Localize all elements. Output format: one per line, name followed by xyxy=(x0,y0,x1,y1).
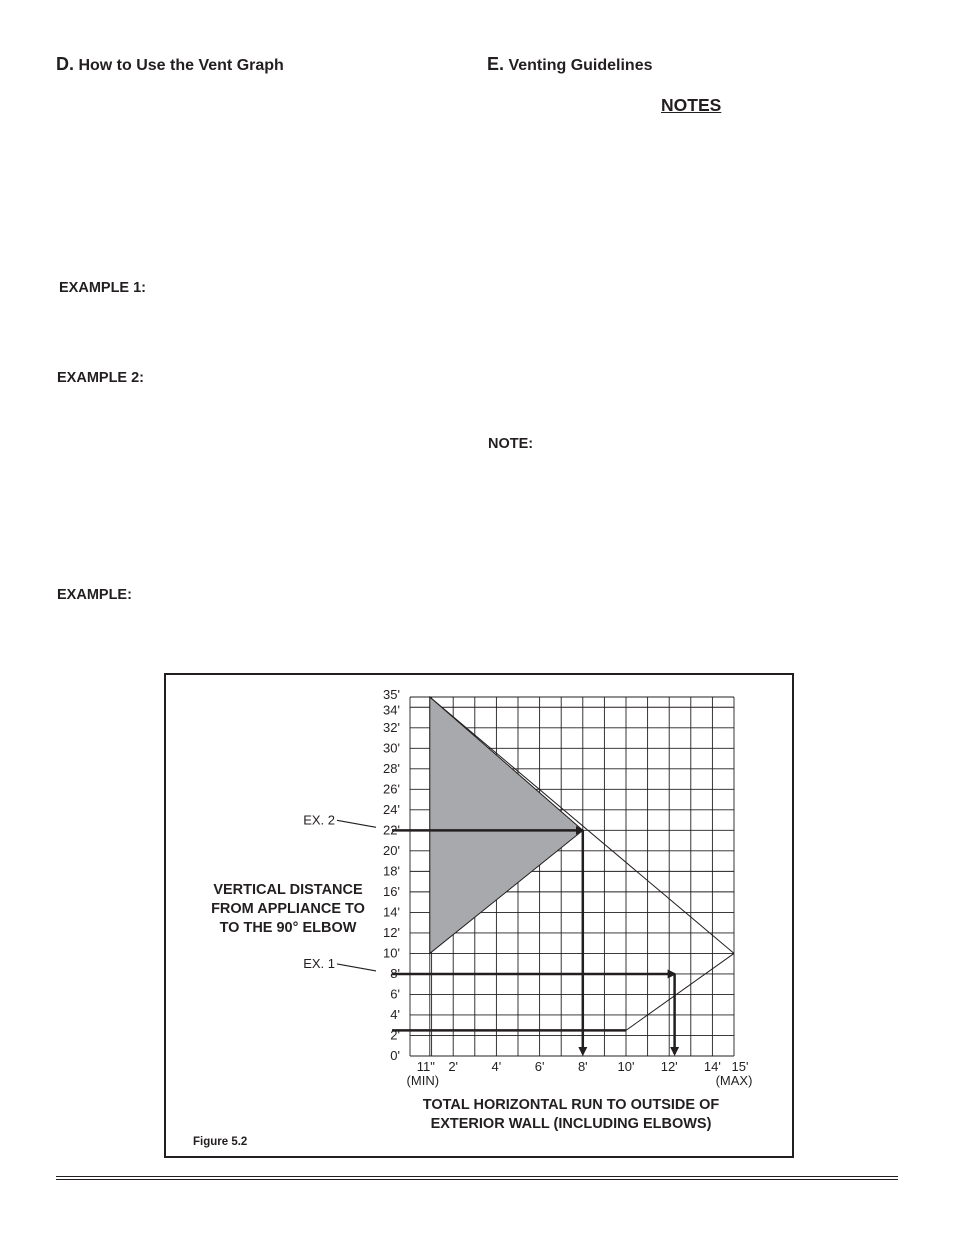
y-tick-label: 28' xyxy=(383,760,400,776)
y-tick-label: 8' xyxy=(390,965,400,981)
vertical-axis-label-line-1: VERTICAL DISTANCE xyxy=(213,882,363,898)
footer-rule-top xyxy=(56,1176,898,1177)
y-tick-label: 32' xyxy=(383,719,400,735)
vertical-axis-label-line-3: TO THE 90° ELBOW xyxy=(219,920,357,936)
y-tick-label: 6' xyxy=(390,986,400,1002)
y-tick-label: 35' xyxy=(383,687,400,702)
allowable-region xyxy=(430,697,583,953)
section-d-heading xyxy=(56,54,284,75)
y-tick-label: 10' xyxy=(383,945,400,961)
section-d-title: How to Use the Vent Graph xyxy=(78,57,284,74)
example-2-label: EX. 2 xyxy=(303,812,335,828)
horizontal-axis-label-line-2: EXTERIOR WALL (INCLUDING ELBOWS) xyxy=(430,1116,712,1132)
section-e-heading xyxy=(487,54,653,75)
example-label: EXAMPLE: xyxy=(57,587,132,603)
horizontal-axis-label-line-1: TOTAL HORIZONTAL RUN TO OUTSIDE OF xyxy=(422,1097,720,1113)
y-tick-label: 2' xyxy=(390,1027,400,1043)
figure-5-2-frame xyxy=(164,673,794,1158)
x-tick-label: 8' xyxy=(577,1059,588,1074)
x-tick-label: 6' xyxy=(534,1059,545,1074)
x-tick-label: 14' xyxy=(703,1059,721,1074)
note-label: NOTE: xyxy=(488,436,534,452)
y-tick-label: 24' xyxy=(383,801,400,817)
example-1-label: EX. 1 xyxy=(303,955,335,971)
section-d-letter: D. xyxy=(56,54,74,74)
y-tick-label: 26' xyxy=(383,781,400,797)
y-tick-label: 4' xyxy=(390,1006,400,1022)
y-tick-label: 34' xyxy=(383,702,400,718)
vertical-axis-label-line-2: FROM APPLIANCE TO xyxy=(211,901,365,917)
y-tick-label: 12' xyxy=(383,924,400,940)
vertical-axis-label xyxy=(196,881,380,938)
boundary-line xyxy=(626,953,734,1030)
x-sub-label-min: (MIN) xyxy=(406,1073,440,1088)
x-tick-label: 4' xyxy=(491,1059,502,1074)
y-tick-label: 22' xyxy=(383,822,400,838)
footer-rule-bottom xyxy=(56,1179,898,1180)
section-e-letter: E. xyxy=(487,54,505,74)
example-2-label: EXAMPLE 2: xyxy=(57,370,145,386)
example-1-leader xyxy=(337,964,376,971)
example-1-label: EXAMPLE 1: xyxy=(59,280,147,296)
example-2-leader xyxy=(337,820,376,827)
y-tick-label: 18' xyxy=(383,863,400,879)
x-tick-label: 2' xyxy=(448,1059,459,1074)
horizontal-axis-label xyxy=(386,1096,756,1134)
x-tick-label: 11" xyxy=(416,1059,435,1074)
y-tick-label: 16' xyxy=(383,883,400,899)
y-tick-label: 30' xyxy=(383,740,400,756)
figure-caption: Figure 5.2 xyxy=(193,1136,248,1148)
x-sub-label-max: (MAX) xyxy=(715,1073,753,1088)
notes-heading: NOTES xyxy=(661,95,722,115)
x-tick-label: 10' xyxy=(617,1059,635,1074)
y-tick-label: 14' xyxy=(383,904,400,920)
y-tick-label: 20' xyxy=(383,842,400,858)
x-tick-label: 15' xyxy=(731,1059,749,1074)
y-tick-label: 0' xyxy=(390,1048,400,1063)
x-tick-label: 12' xyxy=(660,1059,678,1074)
section-e-title: Venting Guidelines xyxy=(508,57,653,74)
